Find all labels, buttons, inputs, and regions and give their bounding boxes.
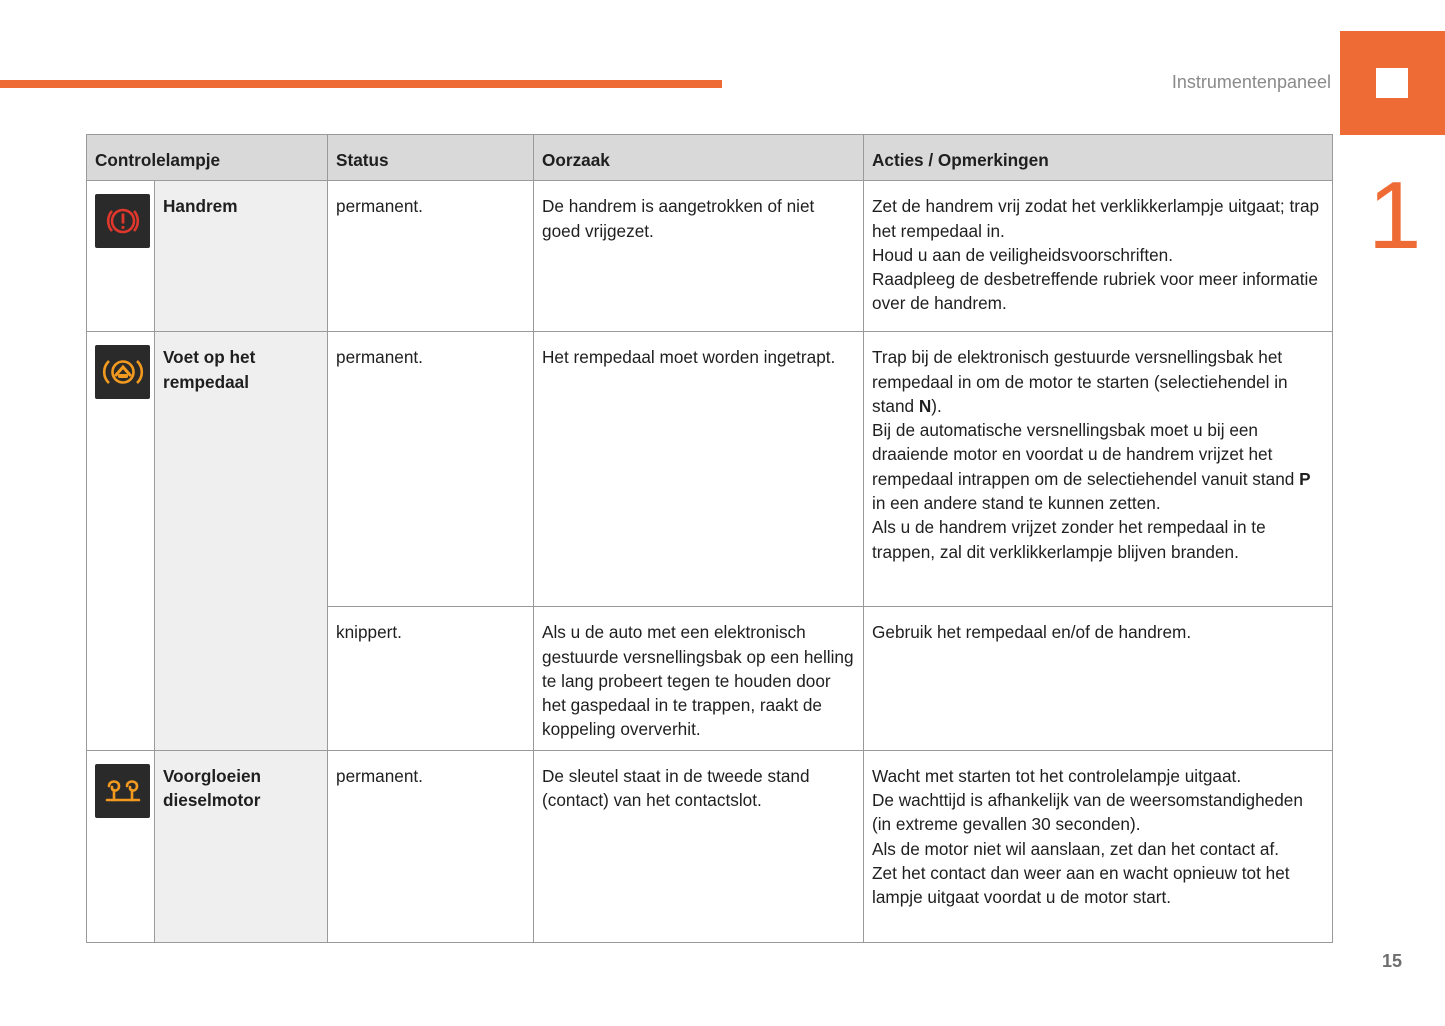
col-header-cause: Oorzaak: [534, 135, 864, 181]
table-header-row: [87, 135, 1333, 181]
table-row: [87, 181, 1333, 332]
lamp-status: knippert.: [328, 607, 534, 750]
action-paragraph: [872, 418, 1324, 515]
action-text: Trap bij de elektronisch gestuurde versnellingsbak het rempedaal in om de motor te starten (selectiehendel in stand: [872, 347, 1288, 416]
action-line: De wachttijd is afhankelijk van de weersomstandigheden (in extreme gevallen 30 seconden).: [872, 790, 1303, 835]
foot-on-brake-icon: [95, 345, 150, 399]
lamp-status: permanent.: [328, 750, 534, 942]
action-line: Als de motor niet wil aanslaan, zet dan het contact af.: [872, 838, 1280, 859]
top-accent-bar: [0, 80, 722, 88]
table-row: [87, 332, 1333, 607]
action-text: Bij de automatische versnellingsbak moet u bij een draaiende motor en voordat u de handrem vrijzet het rempedaal intrappen om de selectiehendel vanuit stand: [872, 420, 1300, 489]
action-line: Zet de handrem vrij zodat het verklikkerlampje uitgaat; trap het rempedaal in.: [872, 196, 1320, 241]
col-header-status: Status: [328, 135, 534, 181]
action-paragraph: Als u de handrem vrijzet zonder het rempedaal in te trappen, zal dit verklikkerlampje blijven branden.: [872, 517, 1266, 562]
lamp-name: Voorgloeien dieselmotor: [155, 750, 328, 942]
table-row: [87, 750, 1333, 942]
lamp-name: Voet op het rempedaal: [155, 332, 328, 750]
action-line: Wacht met starten tot het controlelampje uitgaat.: [872, 765, 1242, 786]
gear-position-n: N: [918, 395, 932, 416]
lamp-status: permanent.: [328, 332, 534, 607]
lamp-actions: [864, 181, 1333, 332]
lamp-cause: De sleutel staat in de tweede stand (contact) van het contactslot.: [534, 750, 864, 942]
page-number: 15: [1382, 951, 1403, 971]
lamp-actions: [864, 750, 1333, 942]
action-line: Houd u aan de veiligheidsvoorschriften.: [872, 244, 1173, 265]
lamp-icon-cell: [87, 181, 155, 332]
lamp-cause: Het rempedaal moet worden ingetrapt.: [534, 332, 864, 607]
lamp-name: Handrem: [155, 181, 328, 332]
lamp-icon-cell: [87, 332, 155, 750]
lamp-actions: [864, 332, 1333, 607]
lamp-cause: De handrem is aangetrokken of niet goed vrijgezet.: [534, 181, 864, 332]
action-line: Zet het contact dan weer aan en wacht opnieuw tot het lampje uitgaat voordat u de motor start.: [872, 862, 1290, 908]
lamp-cause: Als u de auto met een elektronisch gestuurde versnellingsbak op een helling te lang probeert tegen te houden door het gaspedaal in te trappen, raakt de koppeling oververhit.: [534, 607, 864, 750]
warning-lamps-table: [86, 134, 1333, 943]
action-paragraph: [872, 345, 1324, 418]
chapter-tab-square-icon: [1376, 68, 1408, 98]
chapter-tab: [1340, 31, 1445, 135]
lamp-status: permanent.: [328, 181, 534, 332]
action-text: ).: [931, 395, 942, 416]
lamp-icon-cell: [87, 750, 155, 942]
col-header-actions: Acties / Opmerkingen: [864, 135, 1333, 181]
chapter-number: 1: [1368, 162, 1422, 269]
lamp-actions: Gebruik het rempedaal en/of de handrem.: [864, 607, 1333, 750]
action-line: Raadpleeg de desbetreffende rubriek voor meer informatie over de handrem.: [872, 269, 1318, 314]
col-header-lamp: Controlelampje: [87, 135, 328, 181]
parking-brake-warning-icon: [95, 194, 150, 248]
section-title: Instrumentenpaneel: [1171, 72, 1331, 92]
gear-position-p: P: [1299, 468, 1311, 489]
diesel-preheat-icon: [95, 764, 150, 818]
action-text: in een andere stand te kunnen zetten.: [872, 493, 1161, 514]
